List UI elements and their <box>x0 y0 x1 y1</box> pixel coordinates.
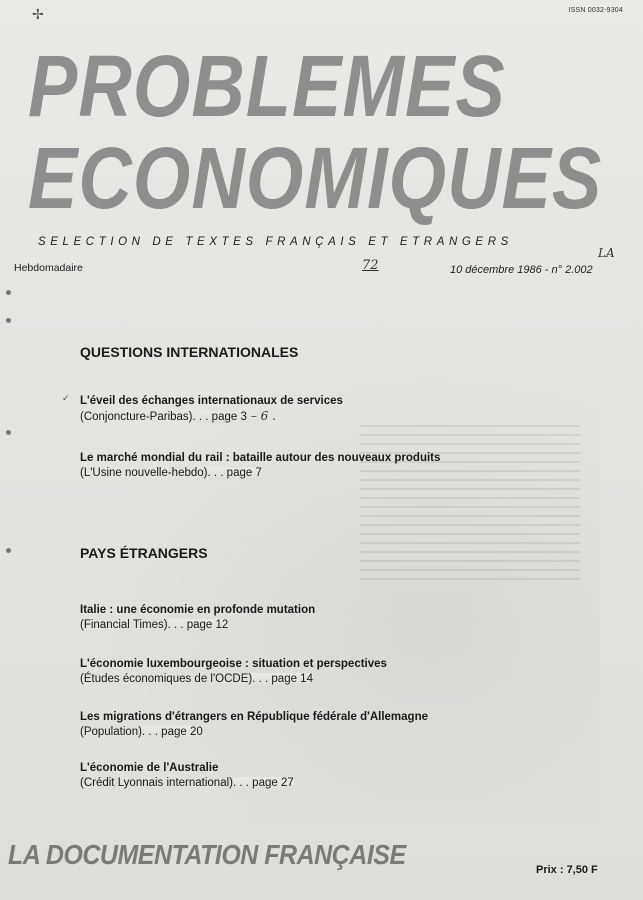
entry-title: L'économie de l'Australie <box>80 762 219 774</box>
toc-entry[interactable] <box>80 657 387 687</box>
show-through-text <box>360 420 580 580</box>
section-heading-foreign: PAYS ÉTRANGERS <box>80 545 208 561</box>
issn: ISSN 0032-9304 <box>568 7 623 14</box>
entry-source: (Financial Times) <box>80 619 168 631</box>
title-line-1: PROBLEMES <box>28 37 506 136</box>
entry-title: Italie : une économie en profonde mutation <box>80 604 316 616</box>
entry-page: . . . page 20 <box>142 726 203 738</box>
entry-source: (Conjoncture-Paribas) <box>80 411 193 423</box>
entry-page: . . . page 14 <box>252 673 313 685</box>
entry-source: (Études économiques de l'OCDE) <box>80 673 253 685</box>
entry-page: . . . page 7 <box>207 467 262 479</box>
publisher-logo: LA DOCUMENTATION FRANÇAISE <box>8 840 406 871</box>
handwritten-number: 72 <box>362 258 379 273</box>
handwritten-initials: LA <box>598 246 615 260</box>
toc-entry[interactable] <box>80 761 294 791</box>
entry-page: . . . page 27 <box>233 777 294 789</box>
toc-entry[interactable] <box>80 603 315 633</box>
price: Prix : 7,50 F <box>536 864 598 876</box>
entry-source: (Population) <box>80 726 143 738</box>
entry-source: (L'Usine nouvelle-hebdo) <box>80 467 208 479</box>
entry-title: Les migrations d'étrangers en République fédérale d'Allemagne <box>80 711 428 723</box>
issue-date: 10 décembre 1986 - n° 2.002 <box>450 264 593 276</box>
entry-title: L'éveil des échanges internationaux de services <box>80 395 343 407</box>
check-mark-icon: ✓ <box>62 393 70 403</box>
entry-title: L'économie luxembourgeoise : situation et perspectives <box>80 658 387 670</box>
corner-mark-icon: ✢ <box>32 6 44 22</box>
toc-entry[interactable] <box>80 451 440 481</box>
toc-entry[interactable] <box>80 710 428 740</box>
entry-source: (Crédit Lyonnais international) <box>80 777 233 789</box>
toc-entry[interactable] <box>80 394 343 425</box>
entry-title: Le marché mondial du rail : bataille autour des nouveaux produits <box>80 452 441 464</box>
handwritten-annotation: – 6 . <box>250 409 276 423</box>
section-heading-international: QUESTIONS INTERNATIONALES <box>80 344 299 360</box>
entry-page: . . . page 12 <box>167 619 229 631</box>
entry-page: . . . page 3 <box>192 411 247 423</box>
frequency: Hebdomadaire <box>14 262 83 274</box>
title-line-2: ECONOMIQUES <box>28 129 603 228</box>
subtitle: SELECTION DE TEXTES FRANÇAIS ET ETRANGERS <box>38 236 513 248</box>
